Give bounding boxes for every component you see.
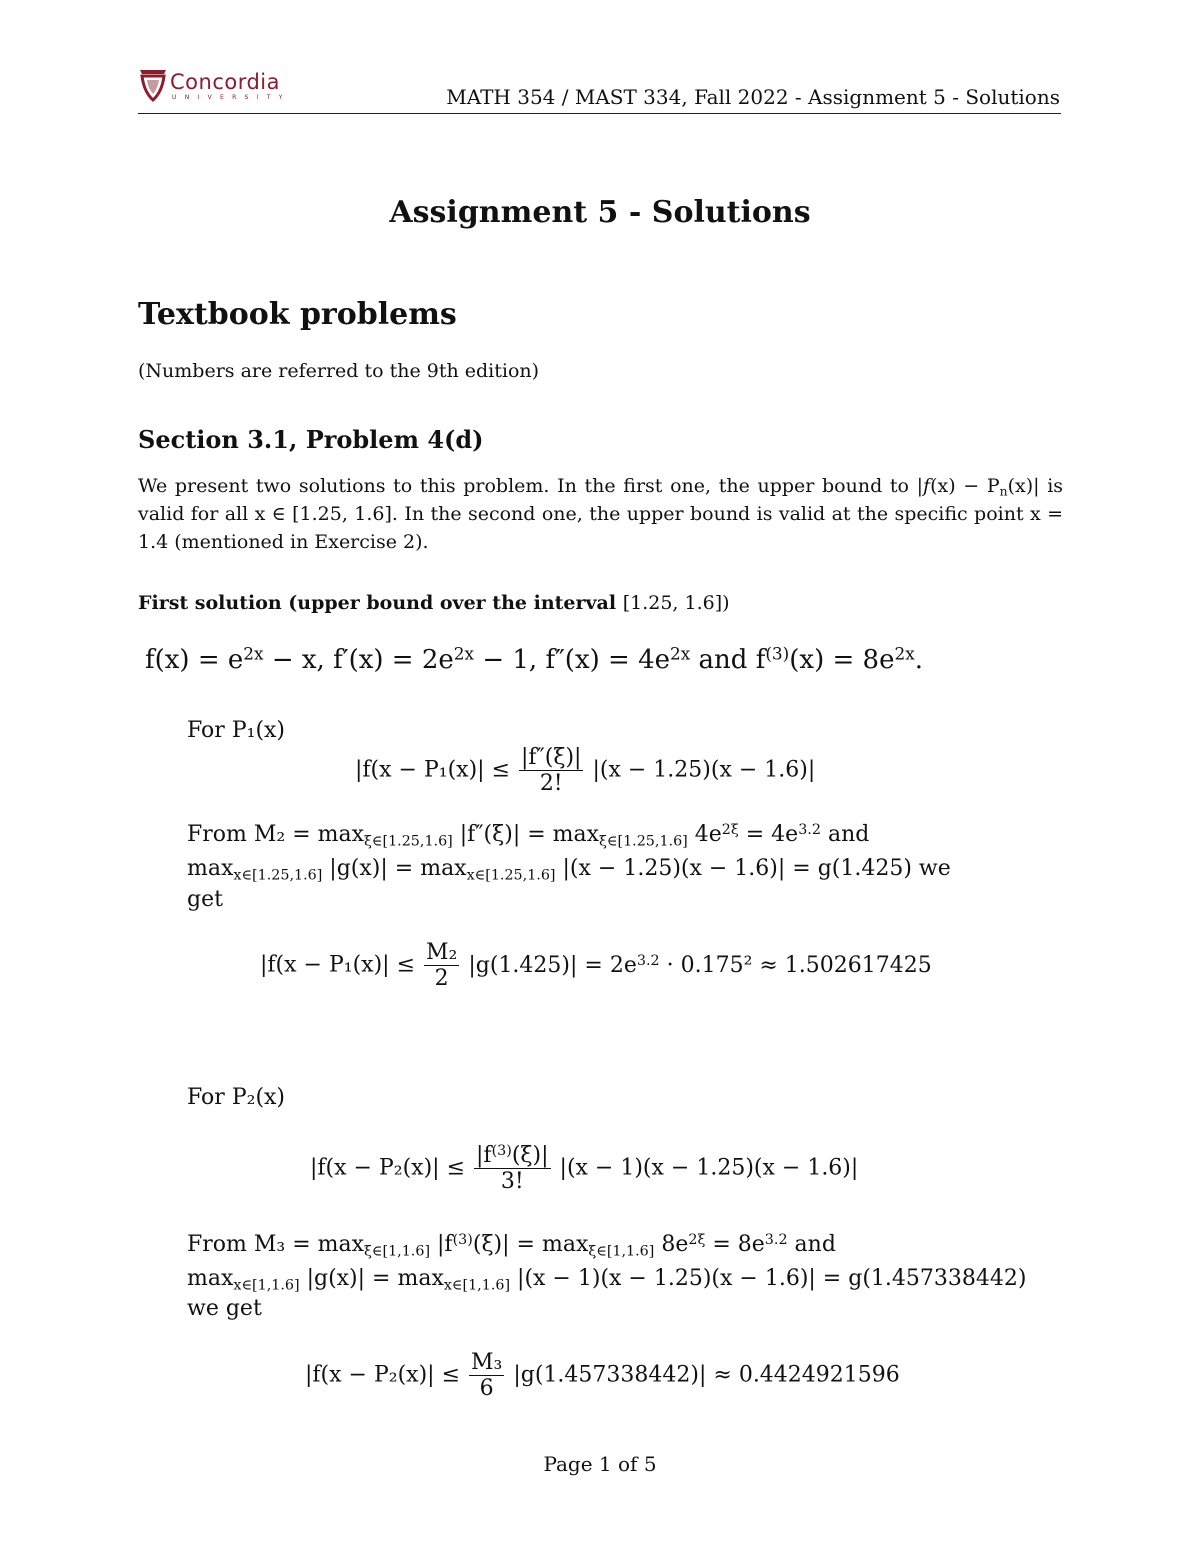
- function-definitions: $f(x) = e^{2x} - x$, $f'(x) = 2e^{2x} - 1$, $f''(x) = 4e^{2x}$ and $f^{(3)}(x) = 8e^{2x}$.: [145, 643, 924, 675]
- p1-bound-left: |f(x − P₁(x)| ≤: [355, 757, 510, 783]
- p2-result-den: 6: [479, 1376, 494, 1401]
- m3-line-3: we get: [187, 1296, 262, 1321]
- p2-bound-right: |(x − 1)(x − 1.25)(x − 1.6)|: [559, 1155, 859, 1181]
- first-solution-label: First solution (upper bound over the interval: [138, 592, 617, 614]
- intro-text-b: (x) − P: [930, 475, 1000, 497]
- p1-fraction-num: |f″(ξ)|: [521, 745, 582, 770]
- p2-result-num: M₃: [471, 1350, 503, 1375]
- section-heading: Textbook problems: [138, 297, 457, 332]
- p1-result-right: $|g(1.425)| = 2e^{3.2} \cdot 0.175^2 \approx 1.502617425$: [468, 952, 932, 978]
- p1-result-left: |f(x − P₁(x)| ≤: [260, 952, 415, 978]
- p2-bound-left: |f(x − P₂(x)| ≤: [310, 1155, 465, 1181]
- p1-fraction-den: 2!: [539, 771, 563, 796]
- p2-result-right: |g(1.457338442)| ≈ 0.4424921596: [513, 1362, 900, 1388]
- running-header: MATH 354 / MAST 334, Fall 2022 - Assignment 5 - Solutions: [446, 85, 1060, 109]
- p1-fraction: [519, 745, 583, 796]
- header-rule: [138, 113, 1061, 114]
- for-p1-label: For P₁(x): [187, 718, 286, 743]
- p2-error-bound: [310, 1143, 858, 1194]
- p1-result-num: M₂: [426, 940, 458, 965]
- first-solution-interval: [1.25, 1.6]): [622, 592, 730, 614]
- concordia-logo: [138, 66, 298, 106]
- intro-f: f: [923, 475, 931, 497]
- problem-heading: Section 3.1, Problem 4(d): [138, 425, 484, 454]
- p2-result: [305, 1350, 900, 1401]
- document-title: Assignment 5 - Solutions: [389, 195, 811, 230]
- page-number: Page 1 of 5: [543, 1452, 657, 1476]
- intro-text-c: (x)| is valid for all x ∈ [1.25, 1.6]. In the second one, the upper bound is valid at the specific point x = 1.4 (mentioned in Exercise 2).: [138, 475, 1064, 553]
- m3-line-1: From $M_3 = \max_{\xi\in[1,1.6]} |f^{(3)}(\xi)| = \max_{\xi\in[1,1.6]} 8e^{2\xi} = 8e^{3.2}$ and: [187, 1231, 836, 1260]
- m3-line-2: $\max_{x\in[1,1.6]} |g(x)| = \max_{x\in[1,1.6]} |(x - 1)(x - 1.25)(x - 1.6)| = g(1.457338442)$: [187, 1266, 1027, 1294]
- intro-text-a: We present two solutions to this problem. In the first one, the upper bound to |: [138, 475, 924, 497]
- intro-n: n: [999, 484, 1008, 499]
- edition-note: (Numbers are referred to the 9th edition): [138, 360, 540, 382]
- p2-fraction: [474, 1143, 551, 1194]
- p1-error-bound: [355, 745, 815, 796]
- p1-result: [260, 940, 932, 991]
- intro-paragraph: [138, 472, 1063, 556]
- m2-line-1: From $M_2 = \max_{\xi\in[1.25,1.6]} |f''(\xi)| = \max_{\xi\in[1.25,1.6]} 4e^{2\xi} = 4e^{3.2}$ and: [187, 821, 870, 850]
- p2-result-left: |f(x − P₂(x)| ≤: [305, 1362, 460, 1388]
- p1-result-den: 2: [434, 966, 449, 991]
- p2-fraction-num: $|f^{(3)}(\xi)|$: [476, 1142, 549, 1168]
- first-solution-heading: [138, 592, 730, 614]
- concordia-shield-icon: [138, 66, 168, 104]
- p1-result-fraction: [424, 940, 459, 991]
- logo-subtext: U N I V E R S I T Y: [172, 94, 286, 101]
- p1-bound-right: |(x − 1.25)(x − 1.6)|: [592, 757, 816, 783]
- p2-result-fraction: [469, 1350, 504, 1401]
- for-p2-label: For P₂(x): [187, 1085, 286, 1110]
- logo-wordmark: Concordia: [170, 70, 281, 94]
- m2-line-3: get: [187, 887, 223, 912]
- p2-fraction-den: 3!: [500, 1169, 524, 1194]
- m2-line-2: $\max_{x\in[1.25,1.6]} |g(x)| = \max_{x\in[1.25,1.6]} |(x - 1.25)(x - 1.6)| = g(1.425)$ we: [187, 856, 951, 884]
